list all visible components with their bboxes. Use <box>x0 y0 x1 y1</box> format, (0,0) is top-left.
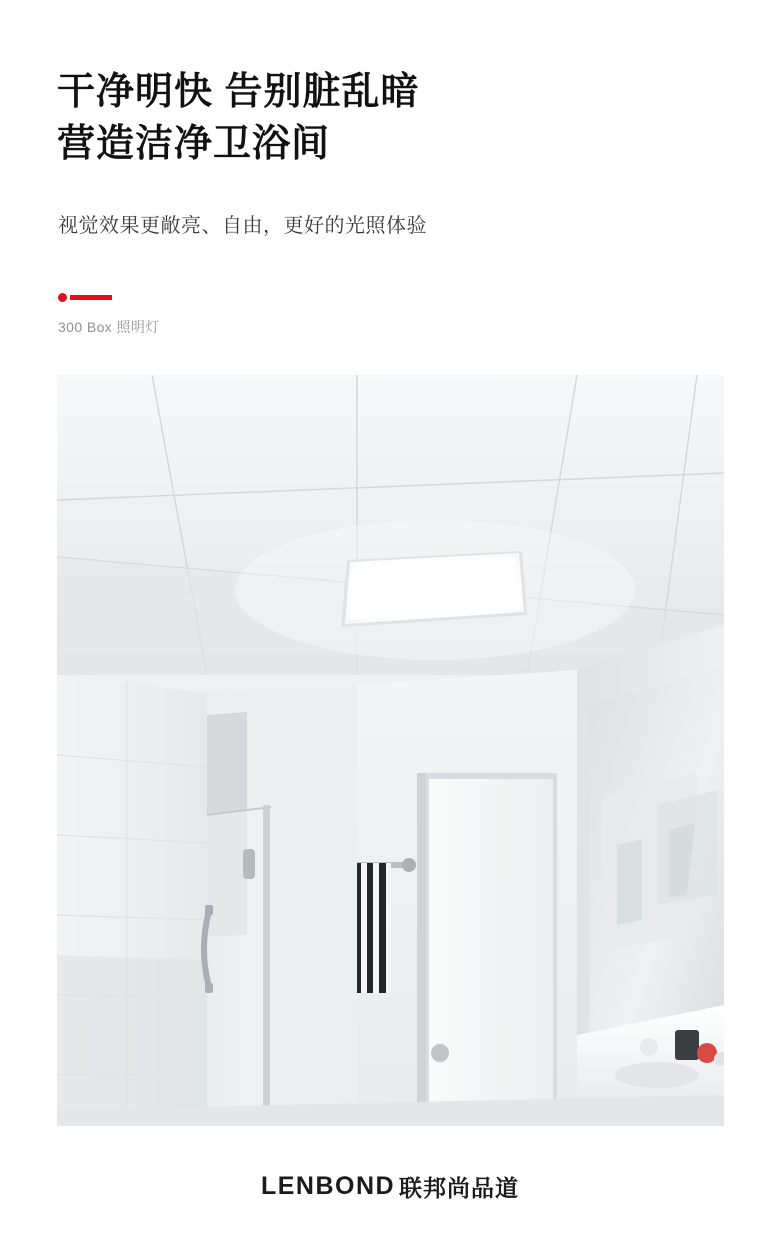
brand-logo-mark: LENBOND <box>260 1172 396 1200</box>
red-marker <box>58 293 112 302</box>
shower-glass-door <box>204 805 271 1126</box>
headline-line-1: 干净明快 告别脏乱暗 <box>57 71 420 113</box>
brand-footer <box>0 1170 780 1203</box>
door <box>417 773 557 1126</box>
headline-line-2: 营造洁净卫浴间 <box>57 123 331 165</box>
marker-bar-icon <box>70 295 112 300</box>
page-title <box>57 66 717 170</box>
brand-logo-cn: 联邦尚品道 <box>399 1175 520 1201</box>
product-caption: 300 Box 照明灯 <box>58 319 160 335</box>
subheadline: 视觉效果更敞亮、自由，更好的光照体验 <box>58 215 427 237</box>
bathroom-illustration <box>57 375 724 1126</box>
bathroom-photo <box>57 375 724 1126</box>
marker-dot-icon <box>58 293 67 302</box>
